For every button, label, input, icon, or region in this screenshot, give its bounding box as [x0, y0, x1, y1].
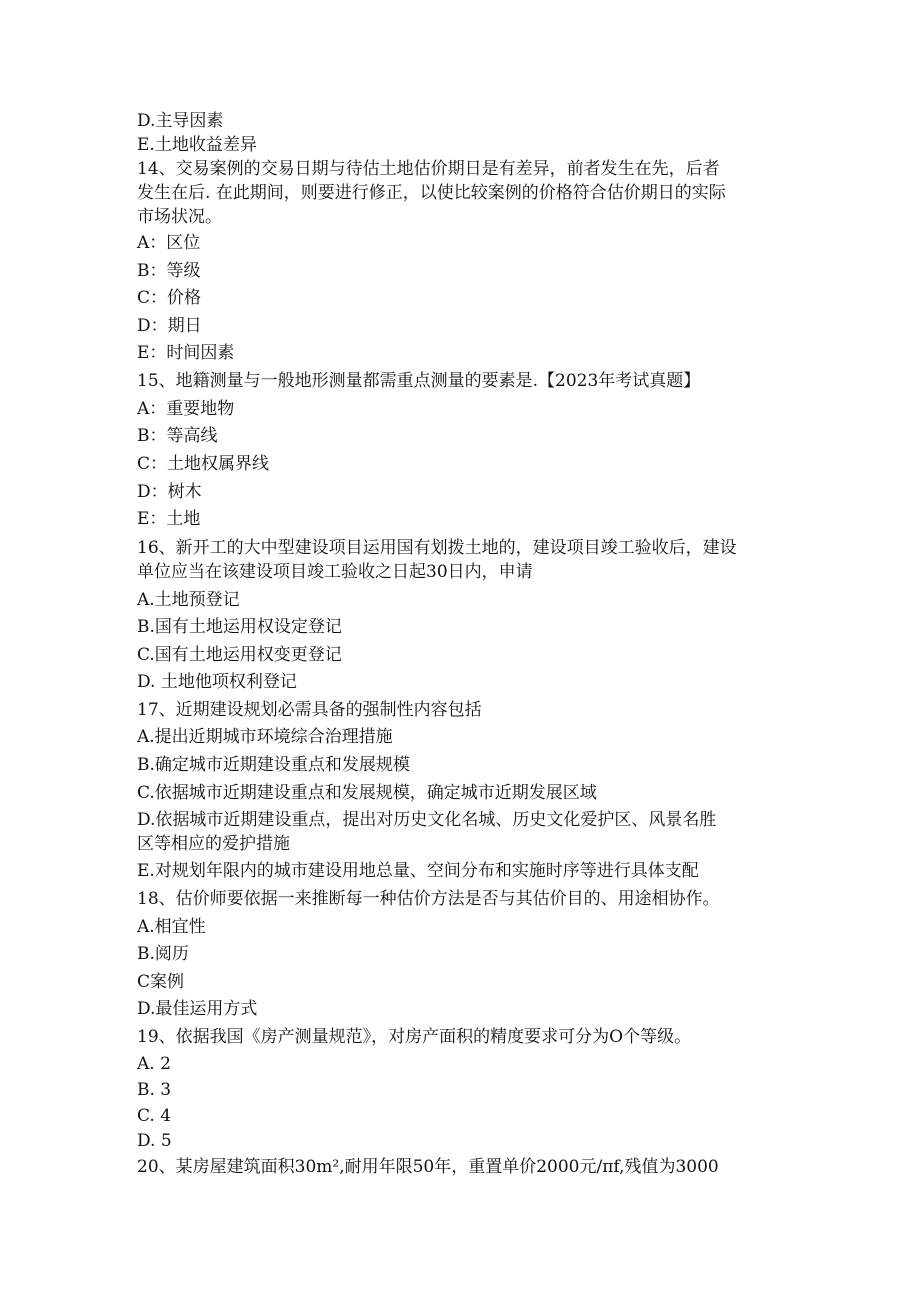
option-c-q16: C.国有土地运用权变更登记 — [137, 645, 342, 665]
option-d-q14: D：期日 — [137, 316, 202, 336]
option-d-q18: D.最佳运用方式 — [137, 999, 258, 1019]
question-16-line-2: 单位应当在该建设项目竣工验收之日起30日内，申请 — [137, 562, 533, 582]
option-b-q19: B. 3 — [137, 1080, 172, 1100]
option-d-q19: D. 5 — [137, 1131, 172, 1151]
question-14-line-1: 14、交易案例的交易日期与待估土地估价期日是有差异，前者发生在先，后者 — [137, 159, 720, 179]
option-d-q16: D. 土地他项权利登记 — [137, 672, 297, 692]
option-d-q13: D.主导因素 — [137, 111, 224, 131]
option-e-q17: E.对规划年限内的城市建设用地总量、空间分布和实施时序等进行具体支配 — [137, 861, 699, 881]
option-a-q14: A：区位 — [137, 233, 201, 253]
option-b-q18: B.阅历 — [137, 944, 189, 964]
option-a-q19: A. 2 — [137, 1054, 171, 1074]
option-e-q13: E.土地收益差异 — [137, 135, 257, 155]
option-e-q15: E：土地 — [137, 509, 201, 529]
question-19: 19、依据我国《房产测量规范》，对房产面积的精度要求可分为O个等级。 — [137, 1027, 692, 1047]
question-20: 20、某房屋建筑面积30m²,耐用年限50年，重置单价2000元/πf,残值为3000 — [137, 1157, 719, 1177]
option-a-q16: A.土地预登记 — [137, 590, 240, 610]
question-18: 18、估价师要依据一来推断每一种估价方法是否与其估价目的、用途相协作。 — [137, 889, 720, 909]
option-b-q15: B：等高线 — [137, 426, 218, 446]
option-c-q15: C：土地权属界线 — [137, 454, 270, 474]
option-d-q17-line-1: D.依据城市近期建设重点，提出对历史文化名城、历史文化爱护区、风景名胜 — [137, 810, 717, 830]
question-14-line-3: 市场状况。 — [137, 207, 222, 227]
option-a-q17: A.提出近期城市环境综合治理措施 — [137, 727, 393, 747]
option-b-q16: B.国有土地运用权设定登记 — [137, 617, 342, 637]
option-b-q14: B：等级 — [137, 261, 201, 281]
question-15: 15、地籍测量与一般地形测量都需重点测量的要素是.【2023年考试真题】 — [137, 371, 701, 391]
option-d-q15: D：树木 — [137, 482, 202, 502]
option-b-q17: B.确定城市近期建设重点和发展规模 — [137, 755, 410, 775]
option-a-q18: A.相宜性 — [137, 917, 206, 937]
option-c-q17: C.依据城市近期建设重点和发展规模，确定城市近期发展区域 — [137, 783, 597, 803]
option-c-q19: C. 4 — [137, 1106, 172, 1126]
option-c-q14: C：价格 — [137, 288, 202, 308]
option-a-q15: A：重要地物 — [137, 399, 235, 419]
question-14-line-2: 发生在后. 在此期间，则要进行修正，以使比较案例的价格符合估价期日的实际 — [137, 183, 726, 203]
question-17: 17、近期建设规划必需具备的强制性内容包括 — [137, 700, 482, 720]
option-d-q17-line-2: 区等相应的爱护措施 — [137, 834, 290, 854]
question-16-line-1: 16、新开工的大中型建设项目运用国有划拨土地的，建设项目竣工验收后，建设 — [137, 538, 737, 558]
option-c-q18: C案例 — [137, 972, 185, 992]
option-e-q14: E：时间因素 — [137, 343, 235, 363]
